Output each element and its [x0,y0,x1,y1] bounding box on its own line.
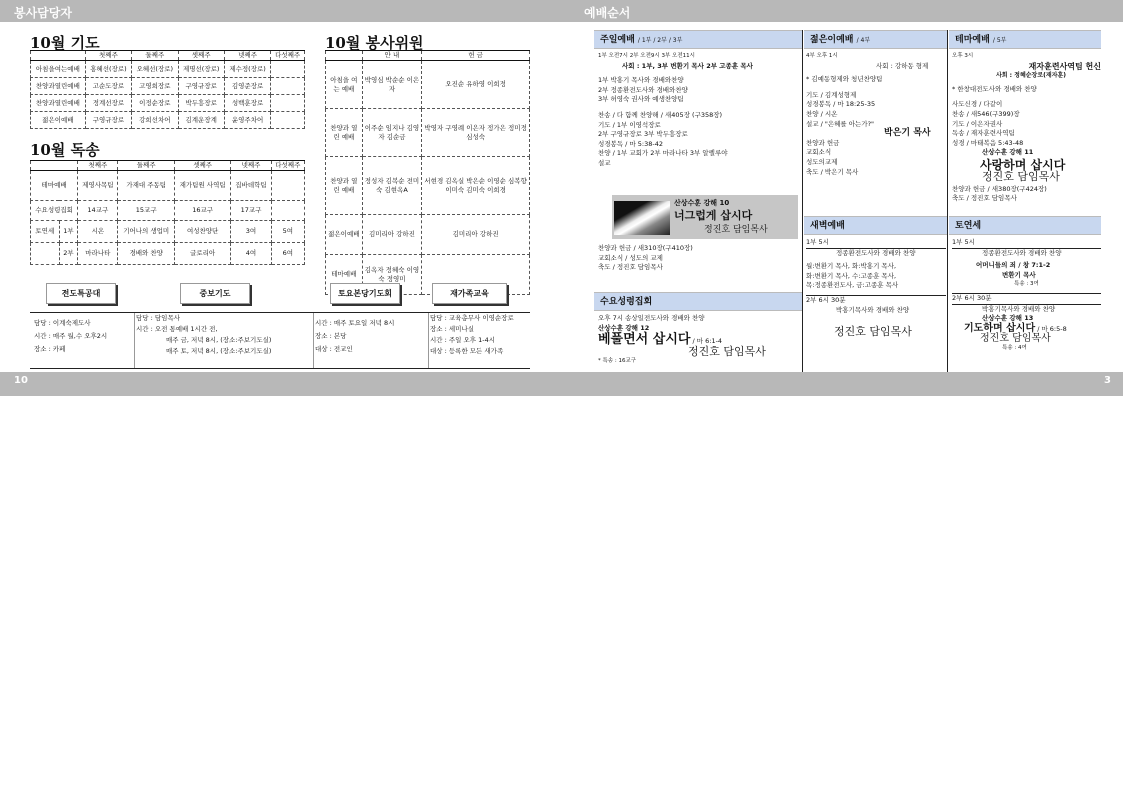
table-cell: 여성찬양단 [174,221,230,243]
table-cell: 17교구 [231,201,271,221]
info-c-2: 장소 : 본당 [315,332,347,340]
sunday-line: 3부 허영숙 권사와 예생찬양팀 [598,95,684,104]
sunday-header [594,30,802,49]
youth-header-sub: / 4부 [856,37,871,44]
table-cell: 김미리아 강하진 [362,215,422,255]
table-cell: 구영규장로 [178,78,224,95]
table-row [326,215,530,255]
sat-sp1: 특송 : 3여 [1014,281,1039,288]
table-cell: 토연세 [31,221,60,243]
dawn-name-line: 화:변환기 목사, 수:고종훈 목사, [806,271,897,280]
sermon-photo [614,201,670,235]
table-row [31,61,305,78]
table-header-cell: 첫째주 [78,161,118,171]
sunday-sermon-banner [612,195,798,239]
sunday-sermon-series: 산상수훈 강해 10 [674,199,730,207]
table-row [31,112,305,129]
info-d-2: 장소 : 세미나실 [430,325,474,333]
table-cell: 시온 [78,221,118,243]
table-cell: 이정순장로 [132,95,178,112]
table-cell: 고순도장로 [85,78,131,95]
dawn-p2b: 박홍기목사와 경배와 찬양 [836,305,910,314]
table-cell: 찬양과 열린 예배 [326,157,363,215]
table-cell: 오진순 유하영 이희정 [422,61,530,109]
reading-table [30,160,305,265]
youth-header-label: 젊은이예배 [810,35,854,45]
table-cell: 이주순 임지나 김영자 김순금 [362,109,422,157]
info-a-1: 담당 : 이계숙제도사 [34,319,91,327]
sunday-host: 사회 : 1부, 3부 변환기 목사 2부 고종훈 목사 [622,61,753,70]
table-cell: 찬양과열린예배 [31,78,86,95]
dawn-body [806,238,946,337]
table-cell: 박영자 구영례 이은자 정가은 정미정 심성숙 [422,109,530,157]
bottom-bar [0,372,1123,396]
info-a-2: 시간 : 매주 월,수 오후2시 [34,332,108,340]
youth-line: 성경봉독 / 마 18:25-35 [806,100,876,109]
youth-host: 사회 : 강하동 형제 [876,61,929,70]
table-cell: 김계운장계 [178,112,224,129]
theme-line: 독송 / 재자훈련사역팀 [952,129,1015,138]
table-cell: 찬양과열린예배 [31,95,86,112]
sat-body [952,238,1101,354]
sunday-line: 찬양 / 1부 교회가 2부 마라나타 3부 알렐루야 [598,149,728,158]
table-row [31,221,305,243]
theme-host: 사회 : 정혜순장로(재자훈) [996,72,1067,80]
table-cell: 젊은이예배 [326,215,363,255]
sunday-times: 1부 오전7시 2부 오전9시 3부 오전11시 [598,53,695,59]
prayer-table [30,50,305,129]
table-cell: 찬양과 열린 예배 [326,109,363,157]
table-row [326,157,530,215]
info-b-3: 매주 금, 저녁 8시, (장소:주보기도실) [166,336,272,344]
sunday-after-line: 교회소식 / 성도의 교제 [598,253,663,262]
table-cell: 김미리아 강하진 [422,215,530,255]
sunday-header-label: 주일예배 [600,35,635,45]
table-header-cell: 다섯째주 [271,51,305,61]
info-b-2: 시간 : 오전 통예배 1시간 전, [136,325,218,333]
table-row [31,95,305,112]
table-header-cell: 셋째주 [178,51,224,61]
sunday-sermon-title: 너그럽게 삽시다 [674,209,753,222]
table-cell: 마라나타 [78,243,118,265]
table-cell: 젊은이예배 [31,112,86,129]
wed-pastor: 정진호 담임목사 [688,345,766,359]
table-cell: 성백훈장로 [224,95,270,112]
info-b-1: 담당 : 담임목사 [136,314,180,322]
top-bar [0,0,1123,22]
table-cell: 기어나의 생업미 [118,221,174,243]
info-c-1: 시간 : 매주 토요일 저녁 8시 [315,319,395,327]
youth-after-line: 교회소식 [806,148,832,157]
table-cell: 재가팀원 사역팀 [174,171,230,201]
theme-body [952,52,1101,204]
youth-header [804,30,947,49]
info-a-3: 장소 : 카페 [34,345,66,353]
table-header-cell: 넷째주 [224,51,270,61]
table-cell: 김옥자 정혜숙 이영숙 정영미 [362,255,422,295]
table-cell: 1부 [59,221,78,243]
theme-header-label: 테마예배 [955,35,990,45]
wed-special: * 특송 : 16교구 [598,357,637,364]
table-header-row [326,51,530,61]
wed-line: 오후 7시 송상일전도사와 경배와 찬양 [598,314,705,322]
info-d-3: 시간 : 주일 오후 1-4시 [430,336,496,344]
sat-t1: 어머니들의 죄 / 창 7:1-2 [976,261,1051,270]
wed-ref: / 마 6:1-4 [692,337,723,346]
table-cell: 아침을여는예배 [31,61,86,78]
table-cell: 14교구 [78,201,118,221]
table-header-cell: 둘째주 [132,51,178,61]
page-number-left: 10 [14,375,28,386]
info-c-3: 대상 : 전교인 [315,345,353,353]
table-header-cell: 첫째주 [85,51,131,61]
sat-series: 산상수훈 강해 13 [982,314,1034,323]
theme-sermon-title: 사랑하며 삽시다 [980,157,1066,172]
table-cell: 글로리아 [174,243,230,265]
page-number-right: 3 [1104,375,1111,386]
column-divider [802,30,803,372]
youth-preacher: 박은기 목사 [884,128,931,139]
table-cell: 3여 [231,221,271,243]
right-section-title: 예배순서 [584,6,631,20]
table-cell: 16교구 [174,201,230,221]
theme-title: 재자훈련사역팀 헌신 [1028,61,1101,71]
table-cell: 테마예배 [31,171,78,201]
sunday-header-sub: / 1부 / 2부 / 3부 [637,37,683,44]
youth-line: 설교 / "은혜를 아는가?" [806,119,875,128]
dawn-pastor: 정진호 담임목사 [834,325,912,339]
table-row [31,243,305,265]
evangelism-button[interactable]: 전도특공대 [46,283,116,304]
theme-after-line: 축도 / 정진호 담임목사 [952,194,1017,203]
table-cell [271,201,304,221]
table-cell: 경배와 찬양 [118,243,174,265]
table-header-cell: 헌 금 [422,51,530,61]
table-cell: 5여 [271,221,304,243]
intercession-button[interactable]: 중보기도 [180,283,250,304]
theme-series: 산상수훈 강해 11 [982,148,1034,157]
table-cell: 4여 [231,243,271,265]
table-row [326,61,530,109]
theme-pastor: 정진호 담임목사 [982,169,1060,183]
theme-header [949,30,1101,49]
prayer-title: 10월 기도 [30,34,100,52]
youth-line: 찬양 / 시온 [806,109,838,118]
sunday-after-line: 축도 / 정진호 담임목사 [598,263,663,272]
sunday-line: 설교 [598,158,611,167]
wed-header: 수요성령집회 [594,292,802,311]
table-cell: 테마예배 [326,255,363,295]
table-cell: 서현경 김옥실 박은순 이영순 심복향 이미숙 김미숙 이희경 [422,157,530,215]
table-cell: 아침을 여는 예배 [326,61,363,109]
left-section-title: 봉사담당자 [14,6,72,20]
table-cell [31,243,60,265]
table-cell: 집바데학팀 [231,171,271,201]
table-cell [271,171,304,201]
sunday-after [598,244,802,273]
info-b-4: 매주 토, 저녁 8시, (장소:주보기도실) [166,347,272,355]
table-header-cell [31,51,86,61]
dawn-name-line: 월:변환기 목사, 화:박홍기 목사, [806,262,897,271]
table-cell: 제수정(장로) [224,61,270,78]
table-header-row [31,161,305,171]
sat-p2: 2부 6시 30분 [952,293,992,302]
sunday-line: 성경봉독 / 마 5:38-42 [598,139,663,148]
table-cell [271,112,305,129]
sunday-line: 1부 박홍기 목사와 경배와찬양 [598,76,684,85]
table-row [31,171,305,201]
sat-pastor: 정진호 담임목사 [980,333,1051,345]
theme-line: * 한창대전도사와 경배와 찬양 [952,84,1037,93]
sat-header: 토연세 [949,216,1101,235]
youth-line: * 김예동형제와 청년찬양팀 [806,75,883,84]
table-row [31,78,305,95]
info-d-1: 담당 : 교육총무사 이영순장로 [430,314,514,322]
wed-body [598,314,802,366]
column-divider [947,30,948,372]
table-header-cell: 안 내 [362,51,422,61]
table-cell [271,95,305,112]
table-cell: 가재대 주동팀 [118,171,174,201]
theme-line: 찬송 / 새546(구399)장 [952,109,1020,118]
table-cell [271,61,305,78]
wed-series: 산상수훈 강해 12 [598,323,650,332]
table-header-cell: 다섯째주 [271,161,304,171]
youth-after-line: 축도 / 박은기 목사 [806,167,859,176]
sunday-body [598,52,802,169]
table-header-cell [31,161,78,171]
reading-title: 10월 독송 [30,141,100,159]
dawn-header: 새벽예배 [804,216,947,235]
table-cell: 6여 [271,243,304,265]
table-header-cell [326,51,363,61]
table-cell: 오혜선(장로) [132,61,178,78]
sat-ref: / 마 6:5-8 [1037,324,1067,333]
theme-header-sub: / 5부 [992,37,1007,44]
sunday-after-line: 찬양과 헌금 / 새310장(구410장) [598,244,693,252]
table-cell: 15교구 [118,201,174,221]
table-cell: 박영심 박순순 이은자 [362,61,422,109]
table-header-row [31,51,305,61]
info-d-4: 대상 : 등록한 모든 새가족 [430,347,504,355]
table-cell: 구영규장로 [85,112,131,129]
sat-sp2: 특송 : 4여 [1002,344,1027,351]
table-cell: 고영희장로 [132,78,178,95]
sunday-line: 찬송 / 다 함께 찬양해 / 새405장 (구358장) [598,110,723,119]
table-cell: 수요성령집회 [31,201,78,221]
theme-line: 성경 / 마태복음 5:43-48 [952,138,1024,147]
youth-after-line: 성도의교제 [806,157,838,166]
sat-p2b: 박홍기목사와 경배와 찬양 [982,304,1056,313]
theme-time: 오후 3시 [952,53,974,59]
sunday-line: 2부 정종환전도사와 경배와찬양 [598,85,688,94]
table-cell: 2부 [59,243,78,265]
volunteer-table [325,50,530,295]
youth-time: 4부 오후 1시 [806,53,838,59]
sat-title: 기도하며 삽시다 [964,322,1036,334]
dawn-name-line: 목:정종환전도사, 금:고종훈 목사 [806,281,899,290]
sunday-sermon-pastor: 정진호 담임목사 [704,225,768,235]
sunday-line: 2부 구영규장로 3부 박두흥장로 [598,130,688,139]
table-cell: 김영준장로 [224,78,270,95]
youth-body [806,52,946,177]
new-family-button[interactable]: 재가족교육 [432,283,507,304]
dawn-p1: 1부 5시 [806,238,829,246]
table-header-cell: 넷째주 [231,161,271,171]
theme-after-line: 찬양과 헌금 / 새380장(구424장) [952,184,1047,193]
table-cell: 홍혜선(장로) [85,61,131,78]
sunday-line: 기도 / 1부 이영석장로 [598,120,661,129]
youth-line: 기도 / 김계성형제 [806,90,857,99]
table-header-cell: 둘째주 [118,161,174,171]
sat-p1: 1부 5시 [952,238,1101,249]
table-header-cell: 셋째주 [174,161,230,171]
table-cell [271,78,305,95]
dawn-p2: 2부 6시 30분 [806,295,846,304]
table-cell: 강희선차어 [132,112,178,129]
theme-line: 사도신경 / 다같이 [952,100,1003,109]
table-cell: 박두흥장로 [178,95,224,112]
table-cell: 제명선(장로) [178,61,224,78]
table-cell: 정계선장로 [85,95,131,112]
saturday-prayer-button[interactable]: 토요본당기도회 [330,283,400,304]
sat-t1p: 변환기 목사 [1002,270,1036,279]
table-cell: 정성자 김복순 전미숙 김현옥A [362,157,422,215]
sat-p1b: 정종환전도사와 경배와 찬양 [982,248,1062,257]
volunteer-title: 10월 봉사위원 [325,34,424,52]
youth-after-line: 찬양과 헌금 [806,138,840,147]
table-cell: 제영사목팀 [78,171,118,201]
table-row [31,201,305,221]
table-cell: 윤영주차어 [224,112,270,129]
table-row [326,109,530,157]
dawn-p1b: 정종환전도사와 경배와 찬양 [836,248,916,257]
theme-line: 기도 / 이은자권사 [952,119,1003,128]
info-box [30,312,530,369]
wed-title: 베풀면서 삽시다 [598,332,691,348]
